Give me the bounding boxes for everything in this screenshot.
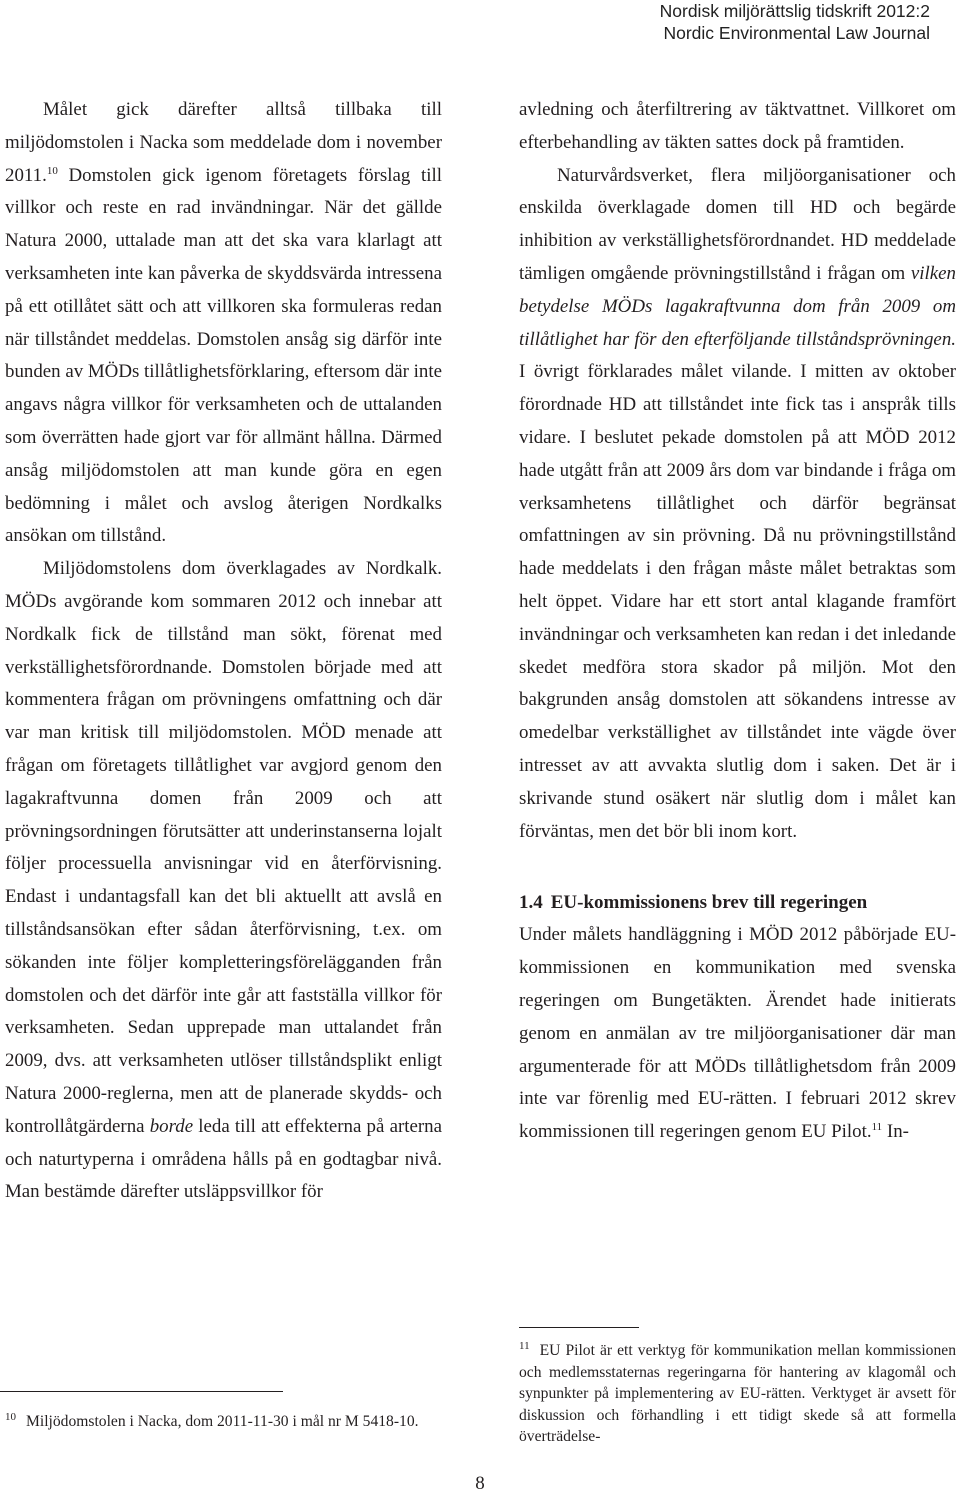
section-heading xyxy=(519,887,956,919)
running-header xyxy=(660,0,930,44)
left-column xyxy=(5,94,442,1209)
footnote-11-text: EU Pilot är ett verktyg för kommunikation mellan kommissionen och medlemsstaternas regeringarna för hantering av klagomål och synpunkter på implementering av EU-rätten. Verktyget är avsett för diskussion och förhandling i ett tidigt skede så att formella överträdelse- xyxy=(519,1342,956,1446)
journal-title-swedish: Nordisk miljörättslig tidskrift 2012:2 xyxy=(659,1,930,21)
emphasis-borde: borde xyxy=(149,1115,194,1137)
footnote-mark-11: 11 xyxy=(519,1340,530,1352)
footnote-11 xyxy=(519,1340,956,1448)
footnote-separator-right xyxy=(519,1327,639,1328)
right-paragraph-3: Under målets handläggning i MÖD 2012 påbörjade EU-kommissionen en kommunikation med svenska regeringen om Bungetäkten. Ärendet hade initierats genom en anmälan av tre miljöorganisationer där man argumenterade för att MÖDs tillåtlighetsdom från 2009 inte var förenlig med EU-rätten. I februari 2012 skrev kommissionen till regeringen genom EU Pilot.$^{11}$ In- xyxy=(519,924,956,1143)
footnote-10 xyxy=(5,1411,442,1433)
right-paragraph-1: avledning och återfiltrering av täktvattnet. Villkoret om efterbehandling av täkten sattes dock på framtiden. xyxy=(519,99,956,153)
section-title: EU-kommissionens brev till regeringen xyxy=(550,892,868,914)
right-column xyxy=(519,94,956,1149)
section-number: 1.4 xyxy=(519,892,543,914)
left-paragraph-2: Miljödomstolens dom överklagades av Nordkalk. MÖDs avgörande kom sommaren 2012 och innebar att Nordkalk fick de tillstånd man sökt, förenat med verkställighetsförordnande. Domstolen började med att kommentera frågan om prövningens omfattning och där var man kritisk till miljödomstolen. MÖD menade att frågan om företagets tillåtlighet var avgjord genom den lagakraftvunna domen från 2009 och att prövningsordningen förutsätter att underinstanserna lojalt följer processuella anvisningar vid en återförvisning. Endast i undantagsfall kan det bli aktuellt att avslå en tillståndsansökan efter sådan återförvisning, t.ex. om sökanden inte följer kompletteringsförelägganden från domstolen och det därför inte går att fastställa villkor för verksamheten. Sedan upprepade man uttalandet från 2009, dvs. att verksamheten utlöser tillståndsplikt enligt Natura 2000-reglerna, men att de planerade skydds- och kontrollåtgärderna borde leda till att effekterna på arterna och naturtyperna i områdena hålls på en godtagbar nivå. Man bestämde därefter utsläppsvillkor för xyxy=(5,558,442,1203)
journal-title-english: Nordic Environmental Law Journal xyxy=(663,23,930,43)
footnote-ref-11[interactable]: 11 xyxy=(871,1121,883,1134)
left-paragraph-1: Målet gick därefter alltså tillbaka till miljödomstolen i Nacka som meddelade dom i november 2011.10 Domstolen gick igenom företagets förslag till villkor och reste en rad invändningar. När det gällde Natura 2000, uttalade man att det ska vara klarlagt att verksamheten inte kan påverka de skyddsvärda intressena på ett otillåtet sätt och att villkoren ska formuleras redan när tillståndet meddelas. Domstolen ansåg sig därför inte bunden av MÖDs tillåtlighetsförklaring, eftersom där inte angavs några villkor för verksamheten och de uttalanden som överrätten hade gjort var för allmänt hållna. Därmed ansåg miljödomstolen att man kunde göra en egen bedömning i målet och avslog återigen Nordkalks ansökan om tillstånd. xyxy=(5,99,443,547)
emphasis-question: vilken betydelse MÖDs lagakraftvunna dom från 2009 om tillåtlighet har för den efterföljande tillståndsprövningen. xyxy=(519,262,956,350)
footnote-10-text: Miljödomstolen i Nacka, dom 2011-11-30 i mål nr M 5418-10. xyxy=(26,1413,419,1430)
right-paragraph-2: Naturvårdsverket, flera miljöorganisationer och enskilda överklagade domen till HD och begärde inhibition av verkställighetsförordnandet. HD meddelade tämligen omgående prövningstillstånd i frågan om vilken betydelse MÖDs lagakraftvunna dom från 2009 om tillåtlighet har för den efterföljande tillståndsprövningen. I övrigt förklarades målet vilande. I mitten av oktober förordnade HD att tillståndet inte fick tas i anspråk tills vidare. I beslutet pekade domstolen på att MÖD 2012 hade utgått från att 2009 års dom var bindande i fråga om verksamhetens tillåtlighet och därför begränsat omfattningen av sin prövning. Då nu prövningstillstånd hade meddelats i den frågan måste målet betraktas som helt öppet. Vidare har ett stort antal klagande framfört invändningar och verksamheten kan redan i det inledande skedet medföra stora skador på miljön. Mot den bakgrunden ansåg domstolen att sökandens intresse av omedelbar verkställighet av tillståndet inte vägde över intresset av att avvakta slutlig dom i saken. Det är i skrivande stund osäkert när slutlig dom i målet kan förväntas, men det bör bli inom kort. xyxy=(519,164,956,842)
footnote-ref-10[interactable]: 10 xyxy=(46,164,58,177)
page-number: 8 xyxy=(475,1473,485,1494)
footnote-mark-10: 10 xyxy=(5,1411,16,1423)
footnote-separator-left xyxy=(0,1391,283,1392)
